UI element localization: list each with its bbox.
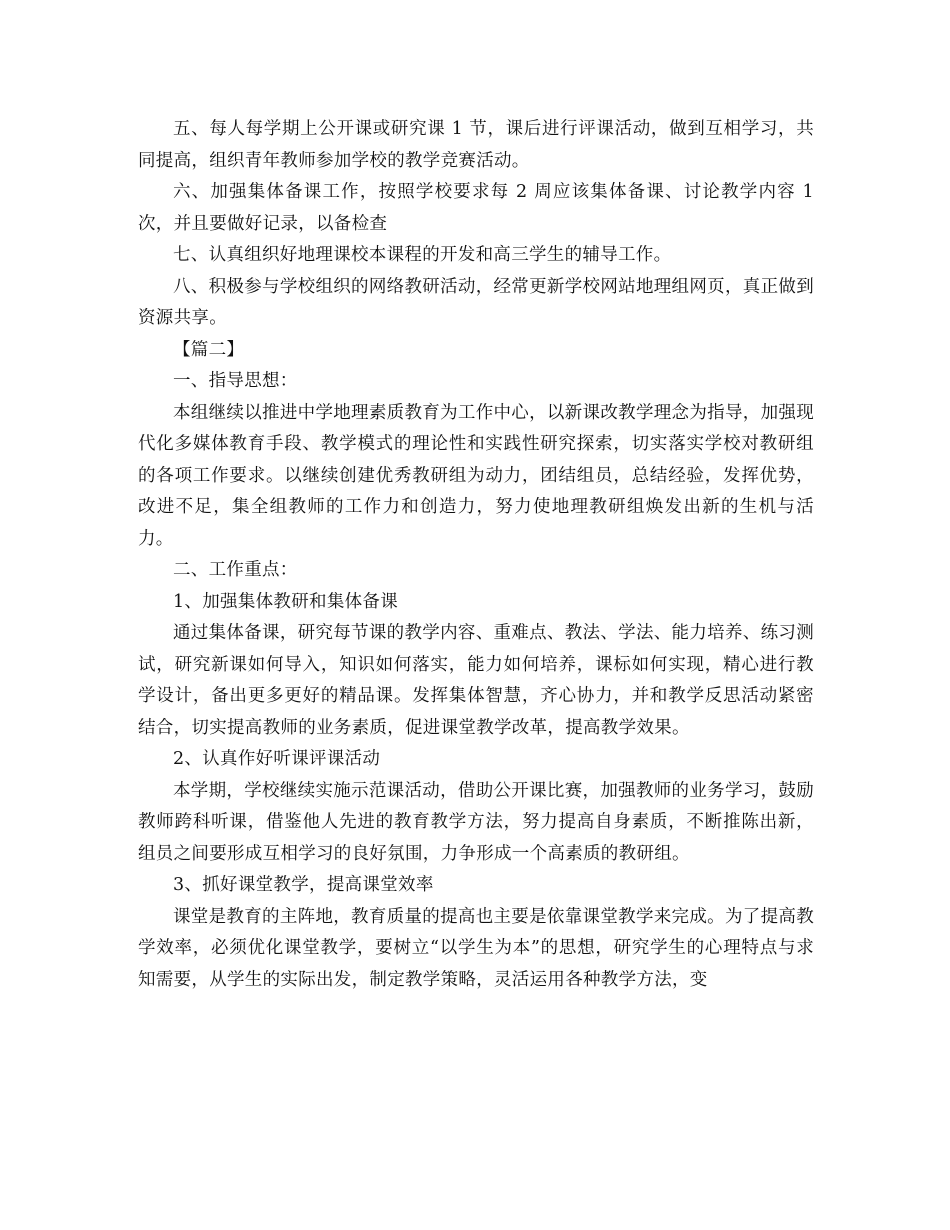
subheading-lesson-observation: 2、认真作好听课评课活动 xyxy=(173,749,381,769)
paragraph-item-8: 八、积极参与学校组织的网络教研活动，经常更新学校网站地理组网页，真正做到资源共享。 xyxy=(138,276,814,328)
paragraph-lesson-observation: 本学期，学校继续实施示范课活动，借助公开课比赛，加强教师的业务学习，鼓励教师跨科听课，借鉴他人先进的教育教学方法，努力提高自身素质，不断推陈出新，组员之间要形成互相学习的良好氛围，力争形成一个高素质的教研组。 xyxy=(138,780,814,864)
paragraph-collective-prep: 通过集体备课，研究每节课的教学内容、重难点、教法、学法、能力培养、练习测试，研究新课如何导入，知识如何落实，能力如何培养，课标如何实现，精心进行教学设计，备出更多更好的精品课。发挥集体智慧，齐心协力，并和教学反思活动紧密结合，切实提高教师的业务素质，促进课堂教学改革，提高教学效果。 xyxy=(138,623,814,738)
paragraph-guiding-thought: 本组继续以推进中学地理素质教育为工作中心，以新课改教学理念为指导，加强现代化多媒体教育手段、教学模式的理论性和实践性研究探索，切实落实学校对教研组的各项工作要求。以继续创建优秀教研组为动力，团结组员，总结经验，发挥优势，改进不足，集全组教师的工作力和创造力，努力使地理教研组焕发出新的生机与活力。 xyxy=(138,402,814,549)
subheading-classroom-teaching: 3、抓好课堂教学，提高课堂效率 xyxy=(173,875,434,895)
paragraph-item-7: 七、认真组织好地理课校本课程的开发和高三学生的辅导工作。 xyxy=(173,245,672,265)
paragraph-classroom-teaching: 课堂是教育的主阵地，教育质量的提高也主要是依靠课堂教学来完成。为了提高教学效率，必须优化课堂教学，要树立“以学生为本”的思想，研究学生的心理特点与求知需要，从学生的实际出发，制定教学策略，灵活运用各种教学方法，变 xyxy=(138,906,814,990)
document-page xyxy=(138,114,814,996)
heading-work-focus: 二、工作重点： xyxy=(173,560,298,580)
section-heading-part-two: 【篇二】 xyxy=(173,339,245,360)
paragraph-item-6: 六、加强集体备课工作，按照学校要求每 2 周应该集体备课、讨论教学内容 1 次，并且要做好记录，以备检查 xyxy=(138,182,814,234)
paragraph-item-5: 五、每人每学期上公开课或研究课 1 节，课后进行评课活动，做到互相学习，共同提高，组织青年教师参加学校的教学竞赛活动。 xyxy=(138,119,814,171)
heading-guiding-thought: 一、指导思想： xyxy=(173,371,298,391)
subheading-collective-prep: 1、加强集体教研和集体备课 xyxy=(173,591,399,612)
